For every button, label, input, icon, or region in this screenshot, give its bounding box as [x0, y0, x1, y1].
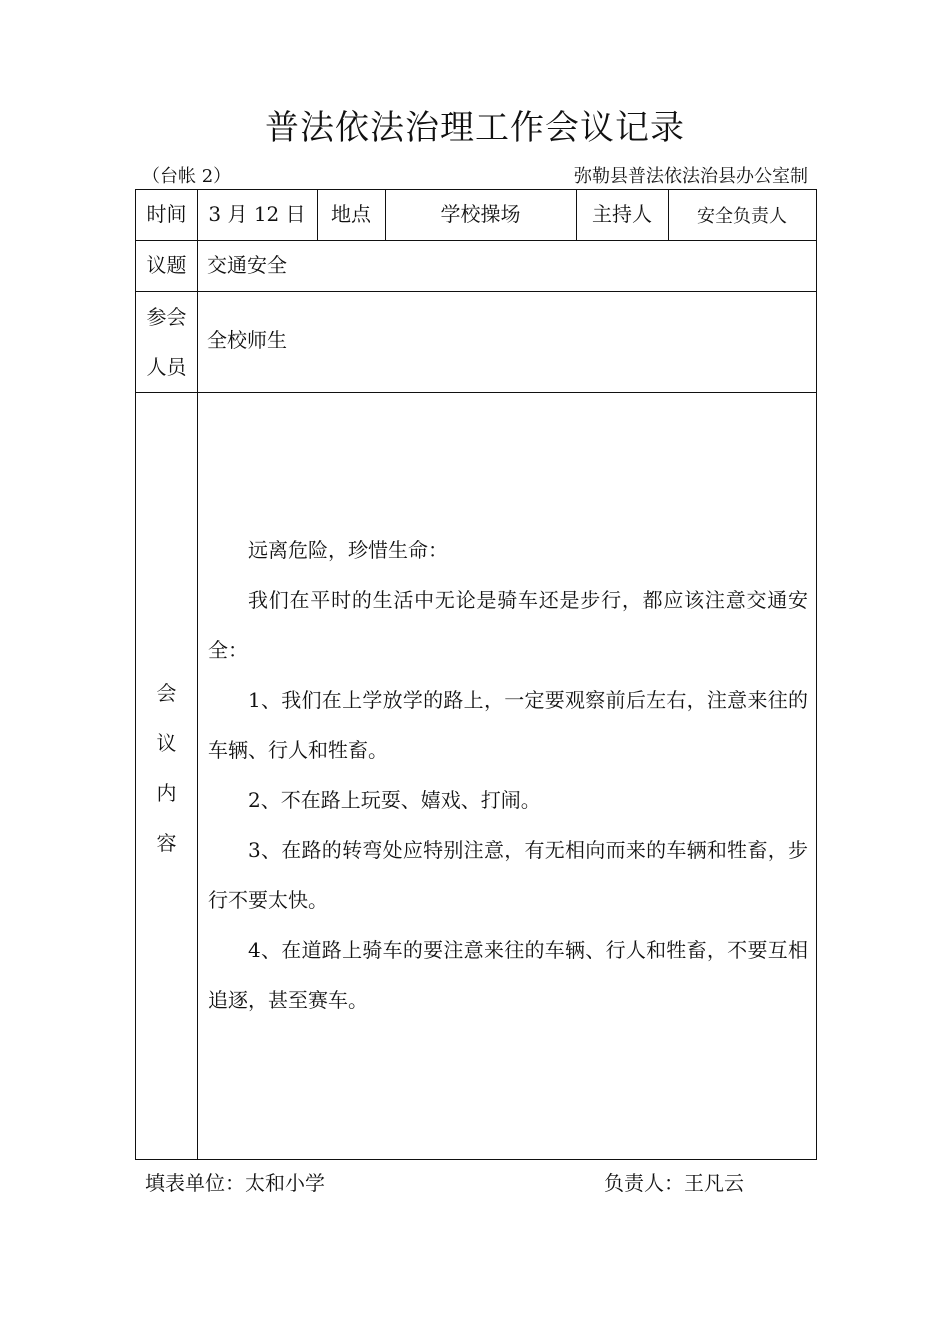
place-label: 地点 [331, 201, 371, 226]
host-label: 主持人 [592, 201, 652, 226]
topic-value: 交通安全 [207, 252, 287, 277]
content-paragraph: 1、我们在上学放学的路上，一定要观察前后左右，注意来往的车辆、行人和牲畜。 [208, 688, 808, 762]
issuer: 弥勒县普法依法治县办公室制 [574, 166, 808, 187]
content-paragraph: 2、不在路上玩耍、嬉戏、打闹。 [248, 788, 541, 812]
content-label-char: 会 [156, 681, 177, 705]
filling-unit: 填表单位：太和小学 [145, 1171, 325, 1195]
time-value: 3 月 12 日 [208, 201, 306, 226]
ledger-number: （台帐 2） [142, 166, 232, 187]
attendees-label-line1: 参会 [146, 304, 187, 329]
row-divider [136, 392, 816, 393]
content-paragraph: 我们在平时的生活中无论是骑车还是步行，都应该注意交通安全： [208, 588, 808, 662]
content-label-char: 内 [156, 781, 177, 805]
responsible-person: 负责人：王凡云 [604, 1171, 744, 1195]
attendees-label-line2: 人员 [146, 354, 187, 379]
attendees-value: 全校师生 [207, 327, 287, 352]
host-value: 安全负责人 [697, 206, 787, 227]
content-paragraph: 远离危险，珍惜生命： [248, 538, 448, 562]
content-label-char: 议 [156, 731, 177, 755]
topic-label: 议题 [146, 252, 187, 277]
meeting-content [208, 525, 808, 1025]
page-title: 普法依法治理工作会议记录 [265, 108, 685, 148]
content-label-char: 容 [156, 831, 177, 855]
place-value: 学校操场 [440, 201, 521, 226]
content-label [136, 668, 197, 868]
record-table [135, 189, 817, 1160]
time-label: 时间 [146, 201, 187, 226]
content-paragraph: 4、在道路上骑车的要注意来往的车辆、行人和牲畜，不要互相追逐，甚至赛车。 [208, 938, 808, 1012]
attendees-label [136, 291, 197, 392]
content-paragraph: 3、在路的转弯处应特别注意，有无相向而来的车辆和牲畜，步行不要太快。 [208, 838, 808, 912]
